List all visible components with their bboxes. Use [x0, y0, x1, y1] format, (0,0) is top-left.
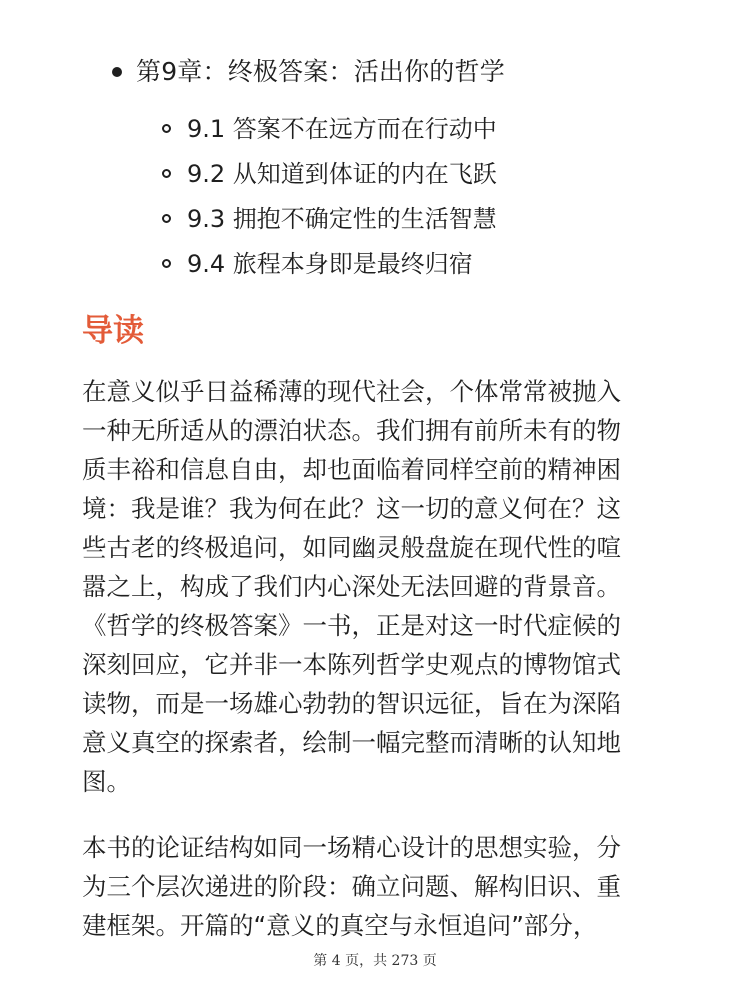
text-line: 《哲学的终极答案》一书，正是对这一时代症候的: [82, 611, 621, 640]
section-heading: 导读: [82, 313, 144, 349]
page-number-footer: 第 4 页，共 273 页: [313, 953, 437, 969]
section-list-item: [162, 241, 722, 286]
text-line: 质丰裕和信息自由，却也面临着同样空前的精神困: [82, 455, 621, 484]
text-line: 境：我是谁？我为何在此？这一切的意义何在？这: [82, 494, 621, 523]
chapter-list-item: [112, 52, 505, 92]
section-title: 9.1 答案不在远方而在行动中: [187, 114, 497, 143]
paragraph: [82, 372, 682, 801]
text-line: 一种无所适从的漂泊状态。我们拥有前所未有的物: [82, 416, 621, 445]
section-list-item: [162, 151, 722, 196]
paragraph: [82, 828, 682, 945]
section-title: 9.4 旅程本身即是最终归宿: [187, 249, 473, 278]
bullet-circle-icon: [162, 124, 171, 133]
text-line: 图。: [82, 767, 131, 796]
text-line: 嚣之上，构成了我们内心深处无法回避的背景音。: [82, 572, 621, 601]
section-list-item: [162, 106, 722, 151]
text-line: 读物，而是一场雄心勃勃的智识远征，旨在为深陷: [82, 689, 621, 718]
bullet-disc-icon: [112, 67, 122, 77]
section-title: 9.3 拥抱不确定性的生活智慧: [187, 204, 497, 233]
text-line: 建框架。开篇的“意义的真空与永恒追问”部分，: [82, 911, 598, 940]
text-line: 些古老的终极追问，如同幽灵般盘旋在现代性的喧: [82, 533, 621, 562]
text-line: 意义真空的探索者，绘制一幅完整而清晰的认知地: [82, 728, 621, 757]
section-title: 9.2 从知道到体证的内在飞跃: [187, 159, 497, 188]
text-line: 在意义似乎日益稀薄的现代社会，个体常常被抛入: [82, 377, 621, 406]
bullet-circle-icon: [162, 214, 171, 223]
bullet-circle-icon: [162, 169, 171, 178]
text-line: 深刻回应，它并非一本陈列哲学史观点的博物馆式: [82, 650, 621, 679]
bullet-circle-icon: [162, 259, 171, 268]
chapter-title: 第9章：终极答案：活出你的哲学: [136, 57, 505, 86]
section-list-item: [162, 196, 722, 241]
section-list: [162, 106, 722, 286]
text-line: 为三个层次递进的阶段：确立问题、解构旧识、重: [82, 872, 621, 901]
text-line: 本书的论证结构如同一场精心设计的思想实验，分: [82, 833, 621, 862]
